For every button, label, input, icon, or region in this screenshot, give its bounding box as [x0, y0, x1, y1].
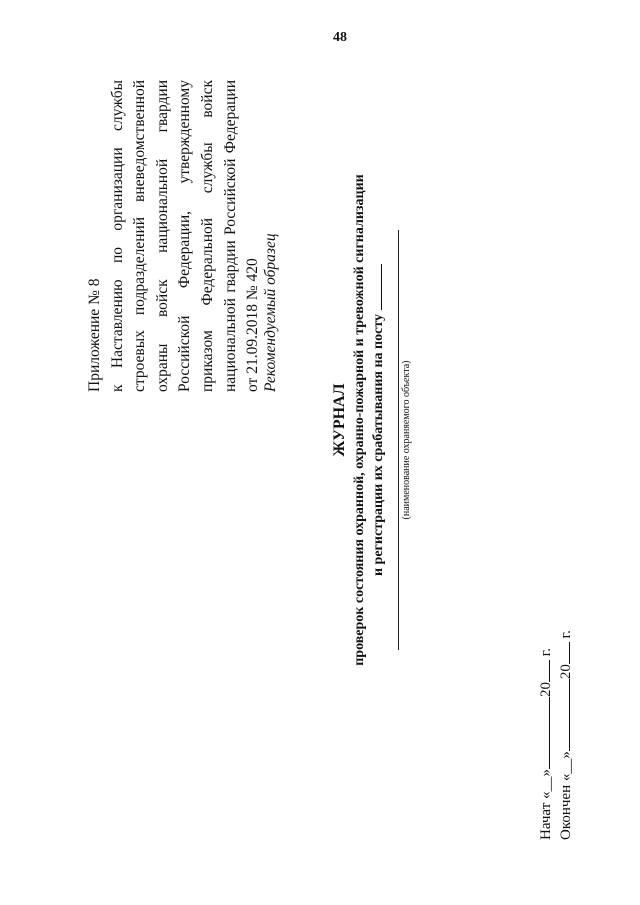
journal-dates	[536, 600, 576, 840]
journal-title-block	[330, 160, 388, 680]
sample-label: Рекомендуемый образец	[262, 233, 279, 392]
journal-subtitle-text: и регистрации их срабатывания на посту	[371, 313, 386, 577]
page-number: 48	[333, 30, 347, 45]
appendix-line: национальной гвардии Российской Федерации	[221, 80, 239, 392]
start-year-blank	[549, 660, 550, 682]
start-month-blank	[549, 697, 550, 769]
end-year-blank	[569, 642, 570, 664]
appendix-line: приказом Федеральной службы войск	[198, 80, 216, 392]
end-month-blank	[569, 679, 570, 751]
object-name-caption: (наименование охраняемого объекта)	[401, 360, 412, 520]
end-year-prefix: 20	[558, 664, 574, 680]
start-year-prefix: 20	[538, 681, 554, 697]
end-date-label: Окончен «__»	[558, 751, 574, 840]
journal-subtitle-line-1: проверок состояния охранной, охранно-пожарной и тревожной сигнализации	[352, 174, 367, 666]
start-year-suffix: г.	[538, 648, 554, 657]
journal-subtitle-line-2	[369, 160, 388, 680]
rotated-page-content	[0, 50, 640, 870]
appendix-block	[84, 80, 265, 392]
appendix-title: Приложение № 8	[86, 278, 103, 392]
appendix-line: охраны войск национальной гвардии	[153, 80, 171, 392]
journal-heading: ЖУРНАЛ	[331, 383, 348, 457]
appendix-line: Российской Федерации, утвержденному	[176, 80, 194, 392]
object-name-line	[398, 230, 399, 650]
start-date-label: Начат «__»	[538, 768, 554, 840]
end-date-row	[556, 600, 576, 840]
post-number-blank	[381, 264, 382, 310]
object-name-field	[398, 230, 412, 650]
end-year-suffix: г.	[558, 630, 574, 639]
appendix-line: к Наставлению по организации службы	[108, 80, 126, 392]
appendix-line: строевых подразделений вневедомственной	[131, 80, 149, 392]
start-date-row	[536, 600, 556, 840]
appendix-date-line: от 21.09.2018 № 420	[244, 258, 262, 392]
